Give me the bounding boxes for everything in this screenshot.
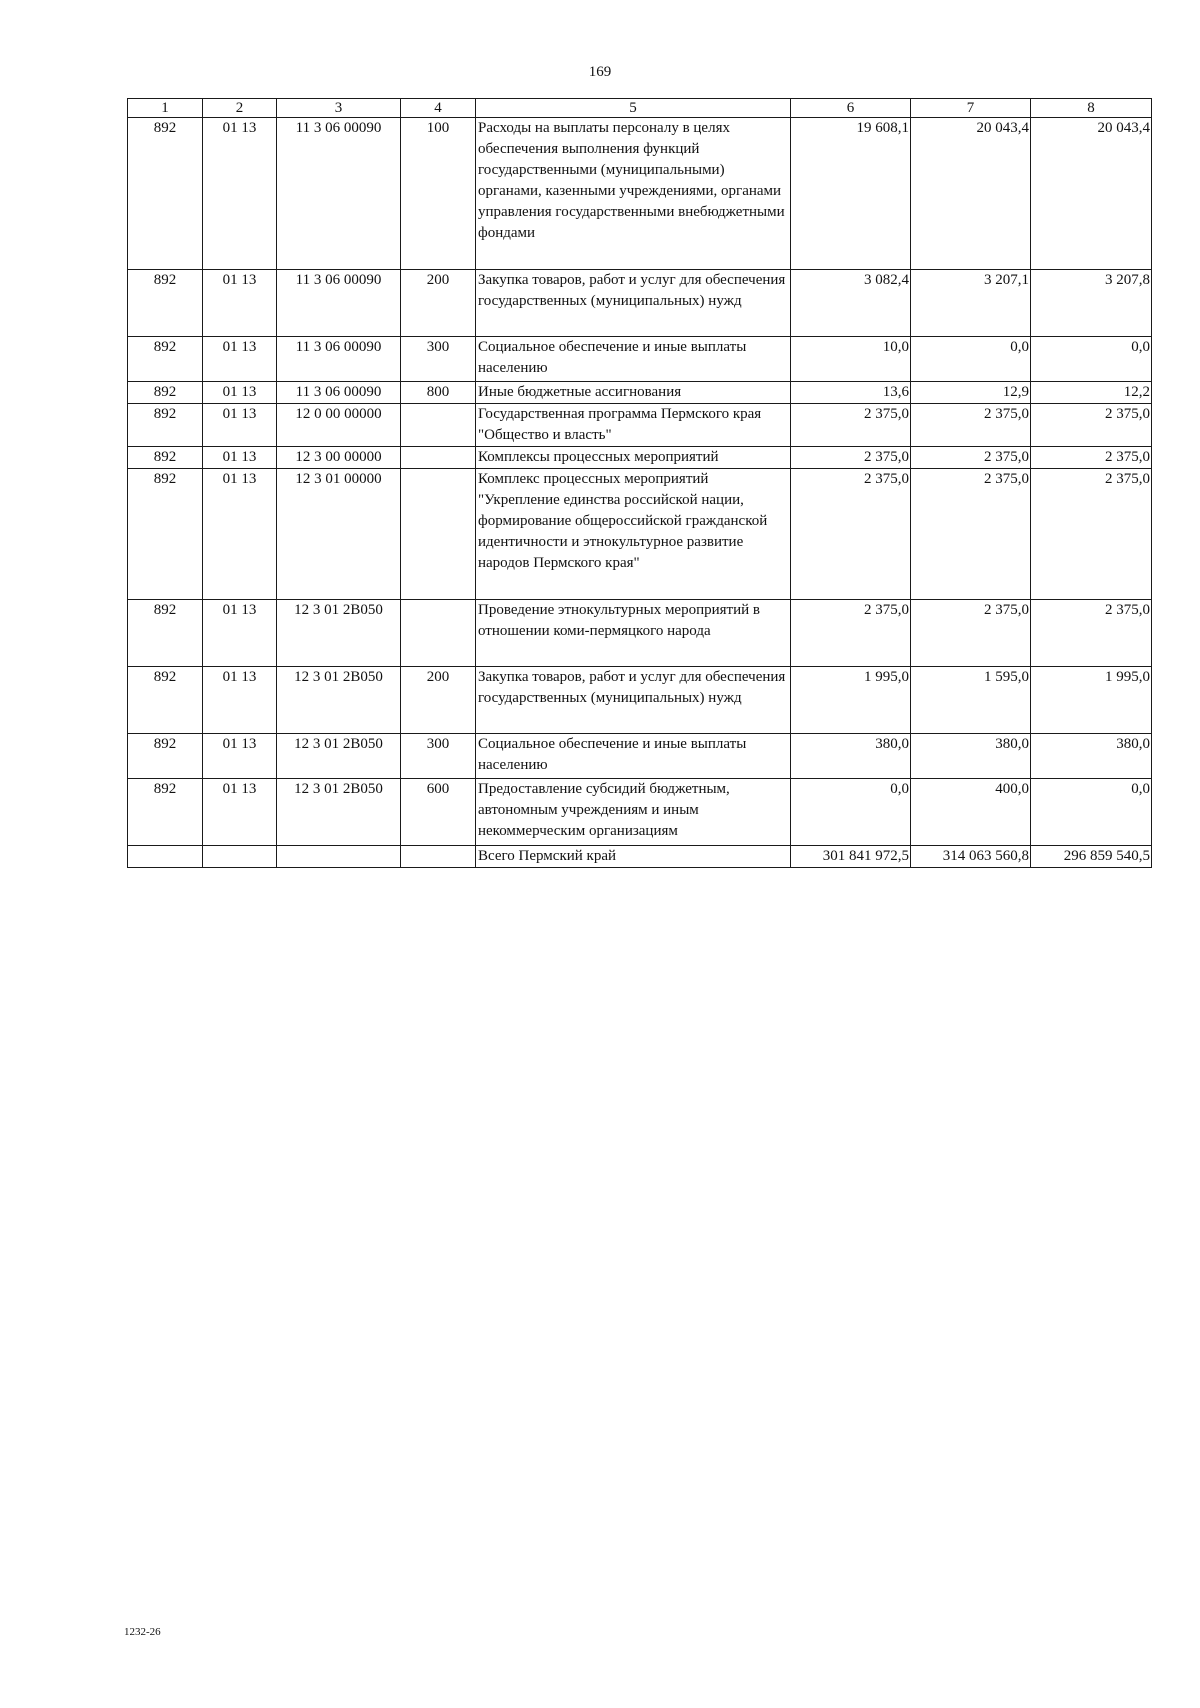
cell-section: 01 13 (203, 447, 277, 469)
total-row (128, 846, 1152, 868)
budget-table (127, 98, 1152, 868)
cell-description: Расходы на выплаты персоналу в целях обеспечения выполнения функций государственными (муниципальными) органами, казенными учреждениями, органами управления государственными внебюджетными фондами (476, 118, 791, 270)
column-header: 5 (476, 99, 791, 118)
cell-target-article: 12 3 01 2В050 (277, 667, 401, 734)
column-header: 2 (203, 99, 277, 118)
cell-ministry (128, 846, 203, 868)
cell-ministry: 892 (128, 779, 203, 846)
cell-section: 01 13 (203, 404, 277, 447)
cell-amount-8: 0,0 (1031, 779, 1152, 846)
cell-description: Закупка товаров, работ и услуг для обеспечения государственных (муниципальных) нужд (476, 667, 791, 734)
table-row (128, 404, 1152, 447)
cell-section: 01 13 (203, 337, 277, 382)
cell-amount-7: 400,0 (911, 779, 1031, 846)
cell-expense-type: 800 (401, 382, 476, 404)
cell-amount-7: 20 043,4 (911, 118, 1031, 270)
cell-ministry: 892 (128, 382, 203, 404)
cell-section: 01 13 (203, 600, 277, 667)
cell-expense-type (401, 404, 476, 447)
cell-expense-type: 100 (401, 118, 476, 270)
cell-ministry: 892 (128, 337, 203, 382)
cell-amount-7: 314 063 560,8 (911, 846, 1031, 868)
cell-amount-8: 0,0 (1031, 337, 1152, 382)
cell-amount-7: 2 375,0 (911, 404, 1031, 447)
cell-ministry: 892 (128, 447, 203, 469)
cell-amount-6: 2 375,0 (791, 447, 911, 469)
cell-amount-6: 2 375,0 (791, 469, 911, 600)
table-row (128, 382, 1152, 404)
cell-ministry: 892 (128, 469, 203, 600)
cell-amount-7: 3 207,1 (911, 270, 1031, 337)
cell-description: Социальное обеспечение и иные выплаты населению (476, 734, 791, 779)
cell-expense-type (401, 600, 476, 667)
cell-section: 01 13 (203, 382, 277, 404)
cell-amount-7: 2 375,0 (911, 469, 1031, 600)
cell-expense-type: 200 (401, 667, 476, 734)
cell-target-article: 11 3 06 00090 (277, 382, 401, 404)
cell-amount-8: 380,0 (1031, 734, 1152, 779)
cell-amount-6: 0,0 (791, 779, 911, 846)
cell-ministry: 892 (128, 404, 203, 447)
table-row (128, 447, 1152, 469)
cell-target-article: 12 3 01 2В050 (277, 734, 401, 779)
cell-amount-6: 13,6 (791, 382, 911, 404)
cell-expense-type: 300 (401, 734, 476, 779)
cell-amount-8: 12,2 (1031, 382, 1152, 404)
cell-amount-6: 1 995,0 (791, 667, 911, 734)
cell-target-article: 12 3 01 2В050 (277, 600, 401, 667)
cell-description: Комплекс процессных мероприятий "Укрепление единства российской нации, формирование общероссийской гражданской идентичности и этнокультурное развитие народов Пермского края" (476, 469, 791, 600)
cell-section: 01 13 (203, 667, 277, 734)
cell-amount-6: 2 375,0 (791, 600, 911, 667)
cell-expense-type: 600 (401, 779, 476, 846)
cell-description: Государственная программа Пермского края "Общество и власть" (476, 404, 791, 447)
cell-amount-6: 2 375,0 (791, 404, 911, 447)
table-row (128, 337, 1152, 382)
cell-target-article: 12 3 01 2В050 (277, 779, 401, 846)
cell-amount-7: 0,0 (911, 337, 1031, 382)
cell-section: 01 13 (203, 469, 277, 600)
cell-section: 01 13 (203, 779, 277, 846)
column-header: 3 (277, 99, 401, 118)
table-row (128, 469, 1152, 600)
cell-section (203, 846, 277, 868)
cell-section: 01 13 (203, 118, 277, 270)
cell-target-article: 11 3 06 00090 (277, 270, 401, 337)
column-header: 4 (401, 99, 476, 118)
cell-target-article (277, 846, 401, 868)
cell-amount-8: 2 375,0 (1031, 404, 1152, 447)
cell-amount-7: 12,9 (911, 382, 1031, 404)
cell-amount-6: 3 082,4 (791, 270, 911, 337)
cell-ministry: 892 (128, 270, 203, 337)
cell-amount-8: 1 995,0 (1031, 667, 1152, 734)
cell-ministry: 892 (128, 734, 203, 779)
cell-amount-7: 2 375,0 (911, 600, 1031, 667)
cell-ministry: 892 (128, 118, 203, 270)
cell-amount-8: 296 859 540,5 (1031, 846, 1152, 868)
header-row (128, 99, 1152, 118)
cell-amount-7: 380,0 (911, 734, 1031, 779)
cell-amount-6: 19 608,1 (791, 118, 911, 270)
cell-description: Социальное обеспечение и иные выплаты населению (476, 337, 791, 382)
cell-amount-6: 301 841 972,5 (791, 846, 911, 868)
cell-amount-8: 3 207,8 (1031, 270, 1152, 337)
cell-amount-7: 1 595,0 (911, 667, 1031, 734)
cell-section: 01 13 (203, 270, 277, 337)
table-row (128, 667, 1152, 734)
cell-target-article: 11 3 06 00090 (277, 118, 401, 270)
table-row (128, 600, 1152, 667)
cell-expense-type: 300 (401, 337, 476, 382)
cell-amount-6: 380,0 (791, 734, 911, 779)
cell-description: Всего Пермский край (476, 846, 791, 868)
page-number: 169 (588, 64, 612, 80)
cell-ministry: 892 (128, 600, 203, 667)
cell-ministry: 892 (128, 667, 203, 734)
cell-description: Иные бюджетные ассигнования (476, 382, 791, 404)
cell-expense-type (401, 846, 476, 868)
cell-target-article: 12 0 00 00000 (277, 404, 401, 447)
cell-expense-type (401, 447, 476, 469)
cell-amount-8: 2 375,0 (1031, 469, 1152, 600)
column-header: 1 (128, 99, 203, 118)
column-header: 7 (911, 99, 1031, 118)
cell-expense-type: 200 (401, 270, 476, 337)
cell-amount-8: 20 043,4 (1031, 118, 1152, 270)
column-header: 8 (1031, 99, 1152, 118)
cell-expense-type (401, 469, 476, 600)
cell-amount-6: 10,0 (791, 337, 911, 382)
cell-description: Проведение этнокультурных мероприятий в отношении коми-пермяцкого народа (476, 600, 791, 667)
table-row (128, 734, 1152, 779)
table-row (128, 118, 1152, 270)
cell-description: Закупка товаров, работ и услуг для обеспечения государственных (муниципальных) нужд (476, 270, 791, 337)
cell-amount-7: 2 375,0 (911, 447, 1031, 469)
cell-target-article: 11 3 06 00090 (277, 337, 401, 382)
cell-amount-8: 2 375,0 (1031, 600, 1152, 667)
cell-description: Предоставление субсидий бюджетным, автономным учреждениям и иным некоммерческим организациям (476, 779, 791, 846)
table-row (128, 779, 1152, 846)
column-header: 6 (791, 99, 911, 118)
cell-description: Комплексы процессных мероприятий (476, 447, 791, 469)
cell-section: 01 13 (203, 734, 277, 779)
cell-amount-8: 2 375,0 (1031, 447, 1152, 469)
cell-target-article: 12 3 01 00000 (277, 469, 401, 600)
document-code: 1232-26 (124, 1626, 161, 1638)
cell-target-article: 12 3 00 00000 (277, 447, 401, 469)
table-row (128, 270, 1152, 337)
